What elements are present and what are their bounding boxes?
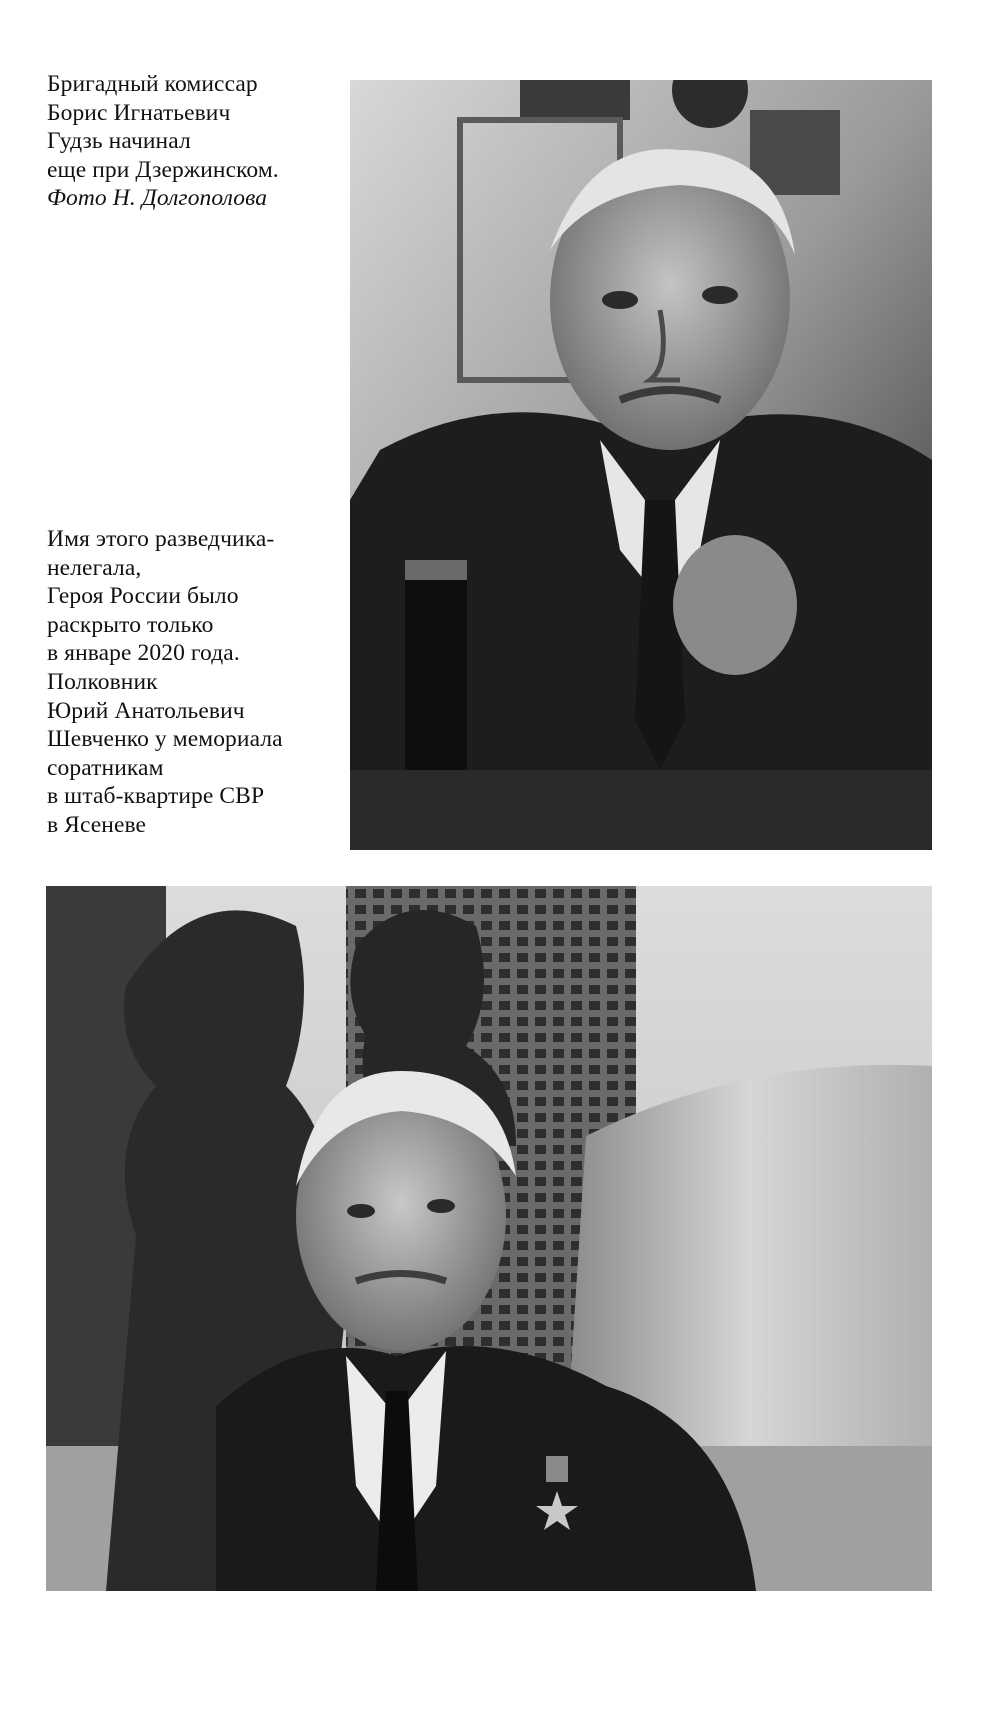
caption-line: Полковник [47,668,158,695]
portrait-illustration [350,80,932,850]
photo-credit: Фото Н. Долгополова [47,185,268,212]
memorial-illustration [46,886,932,1591]
caption-line: Гудзь начинал [47,128,191,155]
caption-line: Бригадный комиссар [47,71,258,97]
caption-line: Юрий Анатольевич [47,697,245,724]
caption-line: раскрыто только [47,611,214,638]
caption-line: Шевченко у мемориала [47,726,283,753]
caption-gudz [47,70,279,213]
caption-line: Борис Игнатьевич [47,99,231,126]
photo-gudz-portrait [350,80,932,850]
photo-shevchenko-memorial [46,886,932,1591]
caption-line: в Ясеневе [47,811,147,838]
caption-line: нелегала, [47,554,142,581]
caption-shevchenko [47,525,283,840]
caption-line: в январе 2020 года. [47,640,240,667]
caption-line: Героя России было [47,583,239,610]
caption-line: еще при Дзержинском. [47,156,279,183]
caption-line: Имя этого разведчика- [47,526,275,552]
caption-line: в штаб-квартире СВР [47,783,265,810]
caption-line: соратникам [47,754,164,781]
